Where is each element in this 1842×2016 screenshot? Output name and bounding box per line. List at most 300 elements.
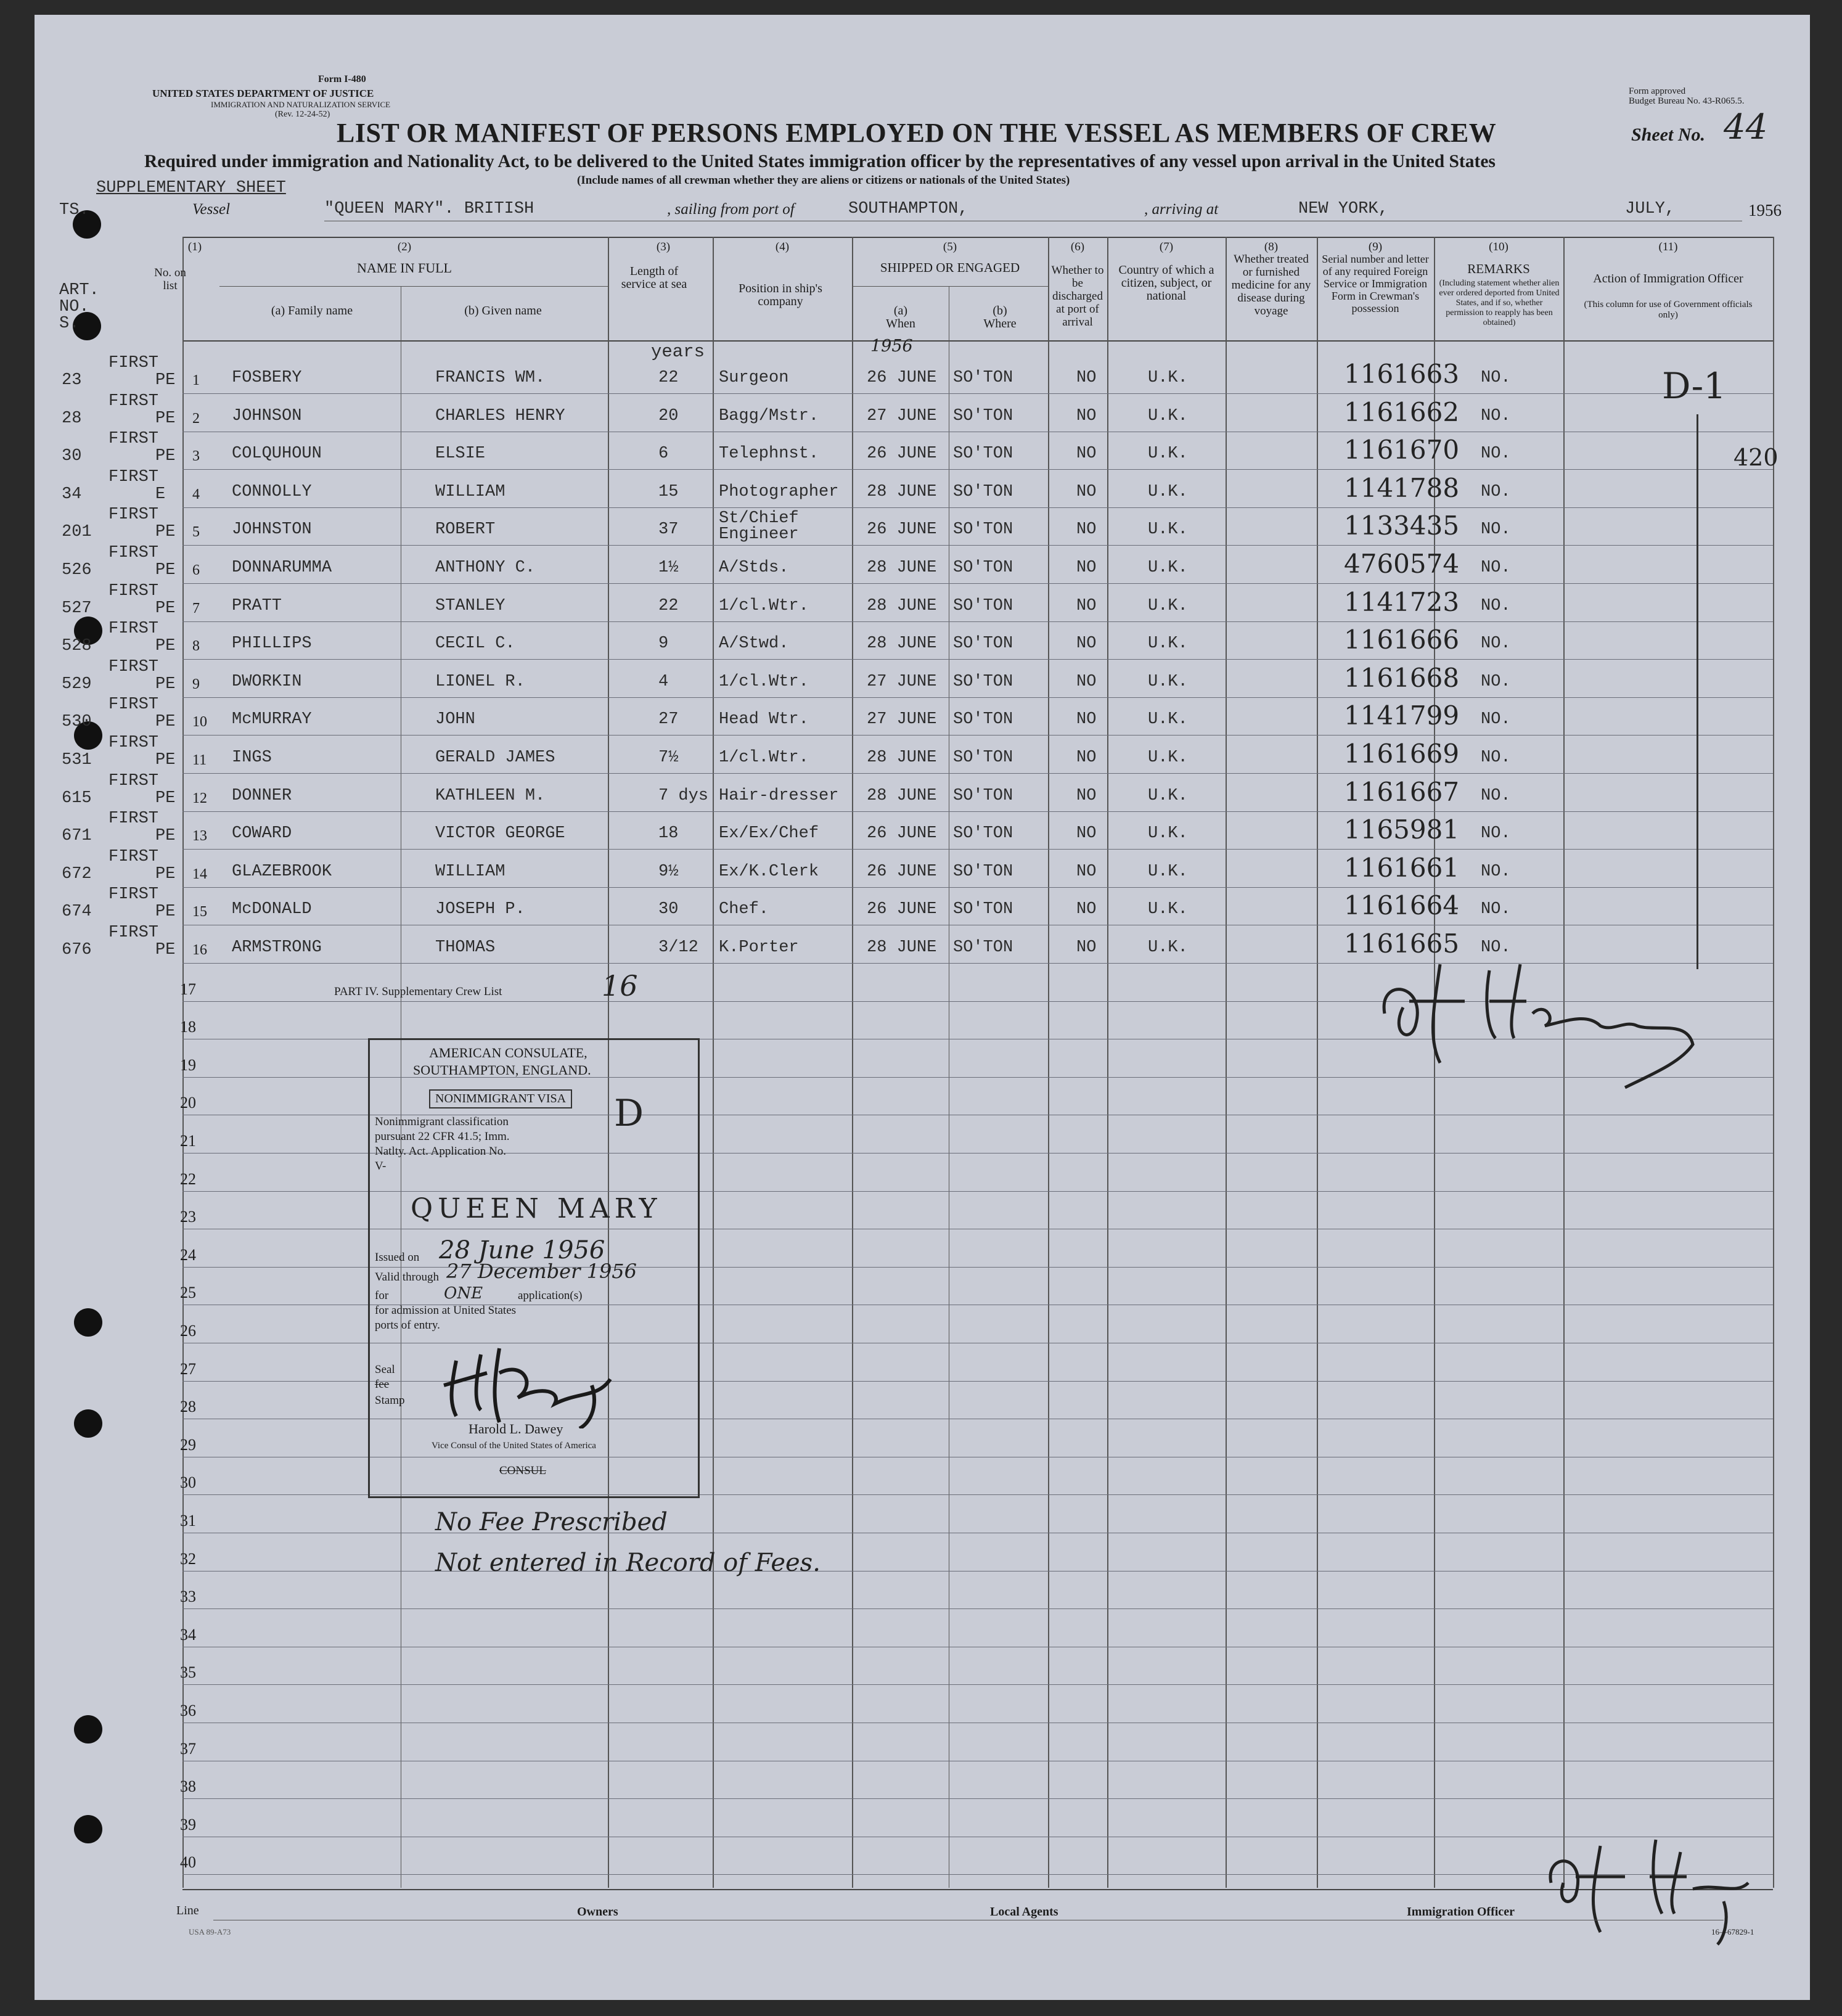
- crew-when: 28 JUNE: [867, 938, 937, 957]
- years-label: years: [651, 342, 705, 362]
- col-divider: [1226, 237, 1227, 1888]
- col-header-service: Length of service at sea: [621, 264, 687, 291]
- consul-title: Vice Consul of the United States of America: [432, 1441, 596, 1451]
- form-approved: Form approved: [1629, 86, 1686, 96]
- crew-given: CECIL C.: [435, 634, 515, 654]
- crew-country: U.K.: [1148, 482, 1188, 501]
- seal-label: Seal: [375, 1363, 395, 1376]
- crew-given: LIONEL R.: [435, 672, 525, 691]
- blank-row-number: 38: [180, 1777, 196, 1796]
- crew-code: PE: [155, 523, 176, 542]
- blank-row-number: 27: [180, 1359, 196, 1378]
- crew-class: FIRST: [108, 354, 159, 372]
- supplementary-sheet: SUPPLEMENTARY SHEET: [96, 179, 286, 197]
- crew-list-no: 11: [192, 752, 207, 768]
- crew-discharged: NO: [1076, 672, 1097, 691]
- applications-label: application(s): [518, 1289, 583, 1302]
- crew-position: K.Porter: [719, 938, 799, 957]
- footer-line-label: Line: [176, 1904, 199, 1917]
- crew-where: SO'TON: [953, 824, 1013, 843]
- crew-discharged: NO: [1076, 520, 1097, 539]
- crew-class: FIRST: [108, 885, 159, 904]
- footer-print-code: 16—67829-1: [1711, 1927, 1754, 1936]
- stamp-line-7: V-: [375, 1160, 387, 1173]
- crew-list-no: 12: [192, 790, 207, 806]
- ts-mark: TS.: [59, 201, 89, 219]
- consul-word: CONSUL: [499, 1464, 547, 1477]
- col-header-shipped: SHIPPED OR ENGAGED: [880, 260, 1020, 275]
- crew-family: CONNOLLY: [232, 482, 312, 501]
- crew-serial: 1161662: [1344, 396, 1460, 427]
- crew-country: U.K.: [1148, 748, 1188, 767]
- crew-remarks: NO.: [1481, 824, 1511, 843]
- crew-country: U.K.: [1148, 596, 1188, 615]
- issued-label: Issued on: [375, 1251, 420, 1264]
- crew-where: SO'TON: [953, 862, 1013, 881]
- crew-discharged: NO: [1076, 596, 1097, 615]
- crew-discharged: NO: [1076, 938, 1097, 957]
- blank-row-number: 35: [180, 1663, 196, 1682]
- crew-family: ARMSTRONG: [232, 938, 322, 957]
- crew-when: 27 JUNE: [867, 406, 937, 425]
- crew-where: SO'TON: [953, 938, 1013, 957]
- crew-where: SO'TON: [953, 369, 1013, 387]
- crew-discharged: NO: [1076, 748, 1097, 767]
- crew-class: FIRST: [108, 581, 159, 600]
- crew-art-no: 526: [62, 561, 92, 580]
- row-rule: [182, 773, 1773, 774]
- crew-class: FIRST: [108, 771, 159, 790]
- crew-given: KATHLEEN M.: [435, 786, 546, 805]
- col-num-9: (9): [1368, 240, 1383, 253]
- crew-country: U.K.: [1148, 559, 1188, 577]
- crew-when: 27 JUNE: [867, 710, 937, 729]
- crew-code: PE: [155, 751, 176, 769]
- include-note: (Include names of all crewman whether they are aliens or citizens or nationals of the United States): [577, 174, 1070, 187]
- crew-where: SO'TON: [953, 445, 1013, 464]
- crew-list-no: 7: [192, 600, 200, 617]
- valid-date: 27 December 1956: [446, 1260, 637, 1283]
- crew-family: DONNARUMMA: [232, 559, 332, 577]
- crew-family: INGS: [232, 748, 272, 767]
- punch-hole: [74, 1409, 102, 1438]
- crew-code: PE: [155, 561, 176, 580]
- form-number: Form I-480: [318, 74, 366, 84]
- crew-where: SO'TON: [953, 520, 1013, 539]
- crew-when: 28 JUNE: [867, 748, 937, 767]
- crew-list-no: 15: [192, 904, 207, 920]
- crew-when: 28 JUNE: [867, 596, 937, 615]
- crew-class: FIRST: [108, 695, 159, 715]
- crew-country: U.K.: [1148, 634, 1188, 654]
- blank-row-number: 21: [180, 1132, 196, 1150]
- col-header-medicine: Whether treated or furnished medicine for any disease during voyage: [1231, 253, 1311, 318]
- crew-remarks: NO.: [1481, 900, 1511, 919]
- crew-list-no: 4: [192, 486, 200, 502]
- crew-position: Photographer: [719, 482, 839, 501]
- crew-service: 22: [658, 369, 679, 387]
- crew-given: THOMAS: [435, 938, 496, 957]
- crew-discharged: NO: [1076, 559, 1097, 577]
- stamp-line-1: AMERICAN CONSULATE,: [429, 1045, 587, 1060]
- col-num-4: (4): [775, 240, 790, 253]
- row-rule: [182, 507, 1773, 508]
- crew-where: SO'TON: [953, 710, 1013, 729]
- crew-code: PE: [155, 713, 176, 732]
- crew-list-no: 2: [192, 410, 200, 427]
- crew-when: 26 JUNE: [867, 520, 937, 539]
- crew-art-no: 615: [62, 789, 92, 808]
- subheader-divider: [852, 286, 1048, 287]
- col-num-5: (5): [943, 240, 957, 253]
- crew-country: U.K.: [1148, 520, 1188, 539]
- crew-remarks: NO.: [1481, 634, 1511, 654]
- blank-row-number: 36: [180, 1702, 196, 1719]
- footer-agents-label: Local Agents: [990, 1905, 1058, 1919]
- row-rule: [182, 887, 1773, 888]
- crew-service: 9½: [658, 862, 679, 881]
- application-count: ONE: [444, 1284, 483, 1303]
- crew-when: 26 JUNE: [867, 900, 937, 919]
- crew-serial: 1161661: [1344, 852, 1460, 883]
- crew-position: Chef.: [719, 900, 769, 919]
- col-header-remarks: REMARKS: [1467, 261, 1530, 276]
- col-num-1: (1): [187, 240, 202, 253]
- crew-remarks: NO.: [1481, 710, 1511, 729]
- col-header-list-no: No. on list: [154, 266, 186, 292]
- crew-service: 3/12: [658, 938, 698, 957]
- crew-service: 7½: [658, 748, 679, 767]
- crew-position: Hair-dresser: [719, 786, 839, 805]
- col-divider: [1107, 237, 1108, 1888]
- crew-country: U.K.: [1148, 900, 1188, 919]
- row-rule: [182, 659, 1773, 660]
- blank-row-number: 19: [180, 1055, 196, 1074]
- crew-art-no: 23: [62, 371, 82, 390]
- crew-discharged: NO: [1076, 710, 1097, 729]
- crew-art-no: 530: [62, 713, 92, 732]
- crew-art-no: 34: [62, 485, 82, 504]
- footer-owners-label: Owners: [577, 1905, 618, 1919]
- stamp-vessel: QUEEN MARY: [411, 1193, 662, 1224]
- consul-signature: [438, 1336, 647, 1428]
- crew-code: PE: [155, 599, 176, 618]
- col-header-position: Position in ship's company: [739, 282, 822, 308]
- crew-discharged: NO: [1076, 406, 1097, 425]
- col-header-serial: Serial number and letter of any required Foreign Service or Immigration Form in Crewman's possession: [1322, 253, 1429, 314]
- crew-where: SO'TON: [953, 672, 1013, 691]
- crew-remarks: NO.: [1481, 748, 1511, 767]
- crew-discharged: NO: [1076, 482, 1097, 501]
- for-label: for: [375, 1289, 389, 1302]
- crew-position: Telephnst.: [719, 445, 819, 464]
- blank-row-number: 17: [180, 980, 196, 998]
- blank-row-number: 25: [180, 1284, 196, 1302]
- crew-family: COWARD: [232, 824, 292, 843]
- blank-row-number: 33: [180, 1588, 196, 1606]
- sheet-number-label: Sheet No.: [1631, 125, 1705, 145]
- col-header-action: Action of Immigration Officer: [1593, 272, 1743, 285]
- crew-remarks: NO.: [1481, 406, 1511, 425]
- officer-signature: [1366, 940, 1724, 1100]
- crew-serial: 1141788: [1344, 472, 1460, 503]
- row-rule: [182, 621, 1773, 622]
- crew-serial: 1161666: [1344, 625, 1460, 655]
- footer-officer-label: Immigration Officer: [1407, 1905, 1515, 1919]
- crew-family: PHILLIPS: [232, 634, 312, 654]
- blank-row-number: 20: [180, 1094, 196, 1112]
- row-rule: [182, 1608, 1773, 1609]
- arrival-month: JULY,: [1625, 200, 1676, 218]
- crew-class: FIRST: [108, 506, 159, 525]
- crew-code: PE: [155, 637, 176, 656]
- action-bracket: [1697, 414, 1698, 969]
- sailing-port: SOUTHAMPTON,: [848, 200, 968, 218]
- crew-position: 1/cl.Wtr.: [719, 672, 809, 691]
- budget-number: Budget Bureau No. 43-R065.5.: [1629, 96, 1745, 106]
- stamp-line-2: SOUTHAMPTON, ENGLAND.: [413, 1062, 591, 1078]
- crew-code: PE: [155, 903, 176, 922]
- blank-row-number: 37: [180, 1739, 196, 1758]
- arriving-port: NEW YORK,: [1298, 200, 1388, 218]
- crew-family: McDONALD: [232, 900, 312, 919]
- row-rule: [182, 583, 1773, 584]
- crew-discharged: NO: [1076, 786, 1097, 805]
- col-header-remarks-note: (Including statement whether alien ever ordered deported from United States, and if so, whether permission to reapply has been obtained): [1439, 279, 1560, 327]
- crew-country: U.K.: [1148, 862, 1188, 881]
- blank-row-number: 30: [180, 1473, 196, 1492]
- crew-given: ANTHONY C.: [435, 559, 536, 577]
- header-divider: [182, 340, 1773, 342]
- crew-class: FIRST: [108, 467, 159, 486]
- blank-row-number: 23: [180, 1208, 196, 1226]
- crew-serial: 4760574: [1344, 549, 1460, 579]
- arrival-year: 1956: [1748, 201, 1782, 219]
- crew-class: FIRST: [108, 430, 159, 449]
- row-rule: [182, 393, 1773, 394]
- crew-country: U.K.: [1148, 824, 1188, 843]
- crew-given: ELSIE: [435, 445, 486, 464]
- stamp-line-4: Nonimmigrant classification: [375, 1115, 509, 1128]
- visa-class: D: [614, 1092, 644, 1135]
- blank-row-number: 24: [180, 1245, 196, 1264]
- part4-count: 16: [602, 969, 638, 1002]
- crew-code: E: [155, 485, 166, 504]
- sheet-number: 44: [1724, 107, 1768, 147]
- crew-list-no: 16: [192, 942, 207, 958]
- blank-row-number: 18: [180, 1018, 196, 1036]
- crew-position: Ex/Ex/Chef: [719, 824, 819, 843]
- subheader-divider: [219, 286, 608, 287]
- crew-remarks: NO.: [1481, 786, 1511, 805]
- crew-serial: 1141799: [1344, 700, 1460, 731]
- crew-list-no: 8: [192, 638, 200, 655]
- crew-remarks: NO.: [1481, 938, 1511, 957]
- form-subtitle: Required under immigration and Nationality Act, to be delivered to the United States immigration officer by the representatives of any vessel upon arrival in the United States: [144, 152, 1496, 171]
- crew-service: 20: [658, 406, 679, 425]
- crew-list-no: 1: [192, 372, 200, 388]
- crew-class: FIRST: [108, 847, 159, 866]
- crew-where: SO'TON: [953, 482, 1013, 501]
- crew-remarks: NO.: [1481, 482, 1511, 501]
- col-header-name: NAME IN FULL: [357, 260, 452, 276]
- crew-serial: 1161667: [1344, 776, 1460, 807]
- footer-left-code: USA 89-A73: [189, 1927, 231, 1936]
- stamp-line-3: NONIMMIGRANT VISA: [429, 1089, 572, 1108]
- crew-position: Head Wtr.: [719, 710, 809, 729]
- blank-row-number: 26: [180, 1322, 196, 1340]
- crew-list-no: 10: [192, 714, 207, 731]
- col-header-action-note: (This column for use of Government officials only): [1584, 300, 1753, 320]
- crew-code: PE: [155, 827, 176, 846]
- crew-art-no: 672: [62, 864, 92, 883]
- crew-discharged: NO: [1076, 445, 1097, 464]
- crew-art-no: 671: [62, 827, 92, 846]
- crew-given: CHARLES HENRY: [435, 406, 565, 425]
- col-num-11: (11): [1658, 240, 1678, 253]
- crew-remarks: NO.: [1481, 559, 1511, 577]
- crew-given: ROBERT: [435, 520, 496, 539]
- crew-discharged: NO: [1076, 369, 1097, 387]
- crew-discharged: NO: [1076, 862, 1097, 881]
- crew-given: JOHN: [435, 710, 475, 729]
- crew-when: 26 JUNE: [867, 445, 937, 464]
- col-header-country: Country of which a citizen, subject, or national: [1118, 263, 1214, 303]
- stamp-line-6: Natlty. Act. Application No.: [375, 1145, 507, 1158]
- crew-position: 1/cl.Wtr.: [719, 748, 809, 767]
- issued-date: 28 June 1956: [439, 1236, 605, 1264]
- revision: (Rev. 12-24-52): [275, 110, 330, 119]
- visa-stamp: [368, 1038, 700, 1498]
- crew-service: 9: [658, 634, 669, 654]
- crew-list-no: 9: [192, 676, 200, 692]
- crew-family: DWORKIN: [232, 672, 302, 691]
- crew-serial: 1133435: [1344, 510, 1460, 541]
- crew-class: FIRST: [108, 620, 159, 639]
- row-rule: [182, 849, 1773, 850]
- crew-class: FIRST: [108, 809, 159, 829]
- row-rule: [182, 1684, 1773, 1685]
- crew-discharged: NO: [1076, 634, 1097, 654]
- crew-serial: 1161668: [1344, 662, 1460, 693]
- row-rule: [182, 545, 1773, 546]
- crew-art-no: 674: [62, 903, 92, 922]
- blank-row-number: 34: [180, 1625, 196, 1644]
- crew-code: PE: [155, 864, 176, 883]
- col-header-where: (b) Where: [983, 304, 1017, 330]
- row-rule: [182, 469, 1773, 470]
- col-divider: [1317, 237, 1318, 1888]
- crew-given: GERALD JAMES: [435, 748, 555, 767]
- arriving-label: , arriving at: [1144, 201, 1219, 218]
- crew-given: STANLEY: [435, 596, 506, 615]
- row-rule: [182, 697, 1773, 698]
- crew-remarks: NO.: [1481, 596, 1511, 615]
- crew-remarks: NO.: [1481, 520, 1511, 539]
- col-num-6: (6): [1070, 240, 1085, 253]
- crew-service: 27: [658, 710, 679, 729]
- crew-when: 28 JUNE: [867, 482, 937, 501]
- crew-class: FIRST: [108, 734, 159, 752]
- crew-service: 37: [658, 520, 679, 539]
- crew-art-no: 201: [62, 523, 92, 542]
- col-num-2: (2): [397, 240, 412, 253]
- crew-serial: 1165981: [1344, 814, 1460, 845]
- crew-art-no: 28: [62, 409, 82, 428]
- crew-serial: 1161669: [1344, 739, 1460, 769]
- ports-label: ports of entry.: [375, 1319, 440, 1332]
- punch-hole: [74, 1308, 102, 1337]
- crew-class: FIRST: [108, 924, 159, 942]
- crew-discharged: NO: [1076, 900, 1097, 919]
- crew-family: JOHNSON: [232, 406, 302, 425]
- stamp-line-5: pursuant 22 CFR 41.5; Imm.: [375, 1130, 510, 1143]
- crew-list-no: 14: [192, 866, 207, 882]
- row-rule: [182, 735, 1773, 736]
- crew-where: SO'TON: [953, 559, 1013, 577]
- crew-where: SO'TON: [953, 900, 1013, 919]
- crew-class: FIRST: [108, 391, 159, 411]
- crew-country: U.K.: [1148, 369, 1188, 387]
- crew-family: DONNER: [232, 786, 292, 805]
- crew-family: FOSBERY: [232, 369, 302, 387]
- crew-service: 15: [658, 482, 679, 501]
- crew-position: Ex/K.Clerk: [719, 862, 819, 881]
- col-num-7: (7): [1159, 240, 1174, 253]
- crew-service: 30: [658, 900, 679, 919]
- service-name: IMMIGRATION AND NATURALIZATION SERVICE: [211, 100, 391, 109]
- crew-where: SO'TON: [953, 406, 1013, 425]
- crew-class: FIRST: [108, 657, 159, 676]
- action-code: D-1: [1662, 365, 1727, 407]
- crew-country: U.K.: [1148, 672, 1188, 691]
- crew-family: McMURRAY: [232, 710, 312, 729]
- admission-label: for admission at United States: [375, 1304, 517, 1317]
- crew-country: U.K.: [1148, 406, 1188, 425]
- crew-service: 18: [658, 824, 679, 843]
- crew-country: U.K.: [1148, 786, 1188, 805]
- crew-family: GLAZEBROOK: [232, 862, 332, 881]
- crew-given: FRANCIS WM.: [435, 369, 546, 387]
- art-no-label: ART. NO. S.: [59, 281, 99, 333]
- crew-serial: 1161663: [1344, 359, 1460, 389]
- crew-art-no: 529: [62, 674, 92, 694]
- crew-service: 4: [658, 672, 669, 691]
- valid-label: Valid through: [375, 1271, 439, 1284]
- stamp-label: Stamp: [375, 1394, 405, 1407]
- col-header-discharged: Whether to be discharged at port of arrival: [1051, 264, 1104, 329]
- col-num-10: (10): [1489, 240, 1508, 253]
- crew-position: A/Stwd.: [719, 634, 789, 654]
- col-divider: [713, 237, 714, 1888]
- part4-label: PART IV. Supplementary Crew List: [334, 985, 502, 998]
- crew-list-no: 3: [192, 448, 200, 465]
- crew-position: A/Stds.: [719, 559, 789, 577]
- crew-when: 26 JUNE: [867, 369, 937, 387]
- no-fee-note-2: Not entered in Record of Fees.: [435, 1549, 821, 1577]
- crew-position: Bagg/Mstr.: [719, 406, 819, 425]
- crew-service: 22: [658, 596, 679, 615]
- crew-given: WILLIAM: [435, 482, 506, 501]
- crew-position: Surgeon: [719, 369, 789, 387]
- crew-given: WILLIAM: [435, 862, 506, 881]
- crew-when: 27 JUNE: [867, 672, 937, 691]
- crew-code: PE: [155, 674, 176, 694]
- crew-family: PRATT: [232, 596, 282, 615]
- col-divider: [1048, 237, 1049, 1888]
- blank-row-number: 39: [180, 1815, 196, 1834]
- year-1956-label: 1956: [870, 337, 913, 356]
